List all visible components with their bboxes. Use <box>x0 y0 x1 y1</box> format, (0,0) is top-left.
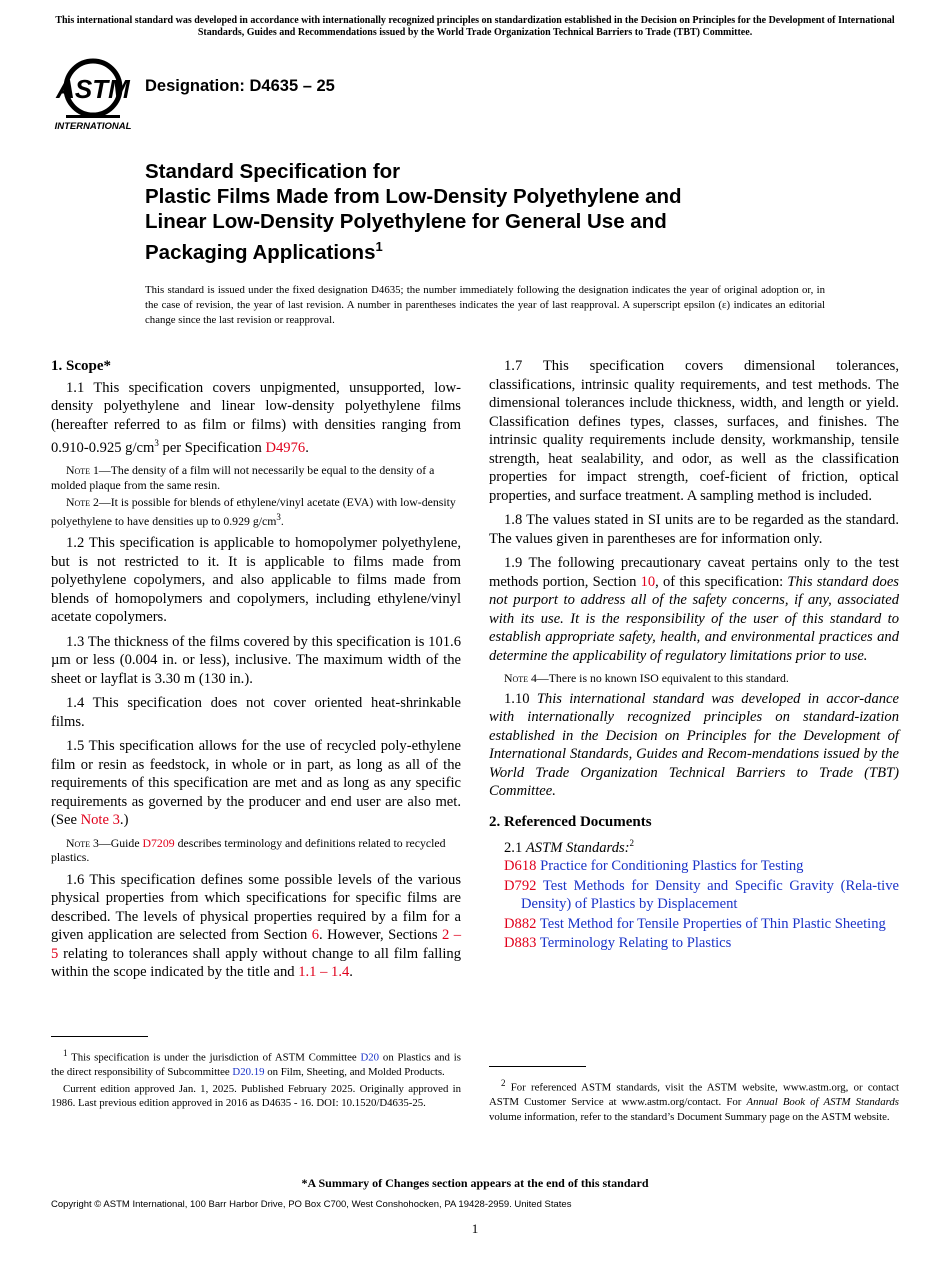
footnote-1: $^1$ This specification is under the jurisdiction of ASTM Committee D20 on Plastics and is the direct responsibility of Subcommittee D20.19 on Film, Sheeting, and Molded Products. <box>51 1048 461 1079</box>
paragraph-1-10: 1.10 This international standard was developed in accor-dance with internationally recognized principles on standard-ization established in the Decision on Principles for the Development of International Standards, Guides and Recom-mendations issued by the World Trade Organization Technical Barriers to Trade (TBT) Committee. <box>489 690 899 799</box>
title-line: Packaging Applications <box>145 240 376 264</box>
paragraph-1-9: 1.9 The following precautionary caveat pertains only to the test methods portion, Section 10, of this specification: This standard does not purport to address all of the safety concerns, if any, associated with its use. It is the responsibility of the user of this standard to establish appropriate safety, health, and environmental practices and determine the applicability of regulatory limitations prior to use. <box>489 555 899 664</box>
footnote-divider <box>51 1036 148 1037</box>
reference-item[interactable]: D883 Terminology Relating to Plastics <box>504 935 732 952</box>
paragraph-1-6: 1.6 This specification defines some possible levels of the various physical properties from which specifications for specific films are described. The levels of physical properties required by a film for a given application are selected from Section 6. However, Sections 2 – 5 relating to tolerances shall apply without change to all film falling within the scope indicated by the title and 1.1 – 1.4. <box>51 871 461 981</box>
designation: Designation: D4635 – 25 <box>145 77 335 95</box>
paragraph-1-5: 1.5 This specification allows for the use of recycled poly-ethylene film or resin as feedstock, in whole or in part, as long as all of the requirements of this specification are met and as long as any specific requirements as governed by the producer and end user are also met. (See Note 3.) <box>51 738 461 829</box>
section-heading-scope: 1. Scope* <box>51 358 111 374</box>
page-number: 1 <box>471 1221 479 1236</box>
left-column <box>51 357 461 988</box>
right-column <box>489 357 899 954</box>
issue-note: This standard is issued under the fixed designation D4635; the number immediately following the designation indicates the year of original adoption or, in the case of revision, the year of last revision. A number in parentheses indicates the year of last reapproval. A superscript epsilon (ε) indicates an editorial change since the last revision or reapproval. <box>145 284 825 326</box>
paragraph-1-2: 1.2 This specification is applicable to homopolymer polyethylene, but is not restricted to it. It is applicable to films made from polyethylene copolymers, and also applicable to films made from blends of homopolymers and copolymers, including ethylene/vinyl acetate copolymers. <box>51 535 461 626</box>
paragraph-1-1: 1.1 This specification covers unpigmented, unsupported, low-density polyethylene and linear low-density polyethylene films (hereafter referred to as film or films) with densities ranging from 0.910-0.925 $g/cm^3$ per Specification D4976. <box>51 379 461 456</box>
paragraph-1-7: 1.7 This specification covers dimensional tolerances, classifications, intrinsic quality requirements, and test methods. The dimensional tolerances include thickness, width, and length or yield. Classification defines types, classes, surfaces, and finishes. The intrinsic quality requirements include density, workmanship, tensile strength, heat sealability, and odor, as well as the classification properties for impact strength, coef-ficient of friction, optical properties, and surface treatment. A sampling method is included. <box>489 358 899 504</box>
footnotes-right <box>489 1066 899 1126</box>
title-line: Linear Low-Density Polyethylene for General Use and <box>145 210 667 233</box>
astm-logo <box>52 56 134 132</box>
title-line: Standard Specification for <box>145 160 401 183</box>
top-notice: This international standard was developed in accordance with internationally recognized principles on standardization established in the Decision on Principles for the Development of International Standards, Guides and Recommendations issued by the World Trade Organization Technical Barriers to Trade (TBT) Committee. <box>55 15 895 38</box>
paragraph-1-8: 1.8 The values stated in SI units are to be regarded as the standard. The values given in parentheses are for information only. <box>489 512 899 547</box>
reference-item[interactable]: D618 Practice for Conditioning Plastics for Testing <box>504 858 804 875</box>
title-line: Plastic Films Made from Low-Density Polyethylene and <box>145 185 682 208</box>
section-heading-references: 2. Referenced Documents <box>489 813 652 830</box>
footnote-2: $^2$ For referenced ASTM standards, visit the ASTM website, www.astm.org, or contact ASTM Customer Service at www.astm.org/contact. For Annual Book of ASTM Standards volume information, refer to the standard’s Document Summary page on the ASTM website. <box>489 1078 899 1123</box>
reference-item[interactable]: D882 Test Method for Tensile Properties of Thin Plastic Sheeting <box>504 915 886 932</box>
footnote-divider <box>489 1066 586 1067</box>
note-4: Note 4—There is no known ISO equivalent to this standard. <box>504 671 789 685</box>
link-d20-19[interactable]: D20.19 <box>232 1066 265 1079</box>
title-footnote-mark: 1 <box>375 239 383 254</box>
note-3: Note 3—Guide D7209 describes terminology and definitions related to recycled plastics. <box>51 835 446 865</box>
note-2: Note 2—It is possible for blends of ethylene/vinyl acetate (EVA) with low-density polyethylene to have densities up to 0.929 $g/cm^3$. <box>51 495 456 528</box>
link-note-3[interactable]: Note 3 <box>80 812 120 829</box>
link-sections-2-5[interactable]: 2 – 5 <box>51 927 461 962</box>
link-d4976[interactable]: D4976 <box>265 439 306 456</box>
summary-of-changes-note: *A Summary of Changes section appears at the end of this standard <box>301 1176 649 1190</box>
paragraph-1-3: 1.3 The thickness of the films covered by this specification is 101.6 µm or less (0.004 in. or less), inclusive. The maximum width of the sheet or layflat is 3.30 m (130 in.). <box>51 633 461 687</box>
link-section-6[interactable]: 6 <box>311 927 320 944</box>
footnotes-left <box>51 1036 461 1113</box>
link-d7209[interactable]: D7209 <box>142 835 175 850</box>
document-title <box>145 159 825 265</box>
paragraph-1-4: 1.4 This specification does not cover oriented heat-shrinkable films. <box>51 695 461 730</box>
reference-item[interactable]: D792 Test Methods for Density and Specific Gravity (Rela-tive Density) of Plastics by Displacement <box>504 877 900 913</box>
svg-text:ASTM: ASTM <box>56 74 130 104</box>
note-1: Note 1—The density of a film will not necessarily be equal to the density of a molded plaque from the same resin. <box>51 463 435 492</box>
logo-text: INTERNATIONAL <box>54 121 132 132</box>
copyright-line: Copyright © ASTM International, 100 Barr Harbor Drive, PO Box C700, West Conshohocken, PA 19428-2959. United States <box>51 1199 572 1210</box>
link-1-1-1-4[interactable]: 1.1 – 1.4 <box>298 964 350 981</box>
link-d20[interactable]: D20 <box>360 1051 380 1064</box>
astm-standards-subheading: 2.1 ASTM Standards:$^2$ <box>504 838 635 856</box>
footnote-1-edition: Current edition approved Jan. 1, 2025. Published February 2025. Originally approved in 1986. Last previous edition approved in 2016 as D4635 - 16. DOI: 10.1520/D4635-25. <box>51 1082 461 1110</box>
link-section-10[interactable]: 10 <box>640 573 656 590</box>
